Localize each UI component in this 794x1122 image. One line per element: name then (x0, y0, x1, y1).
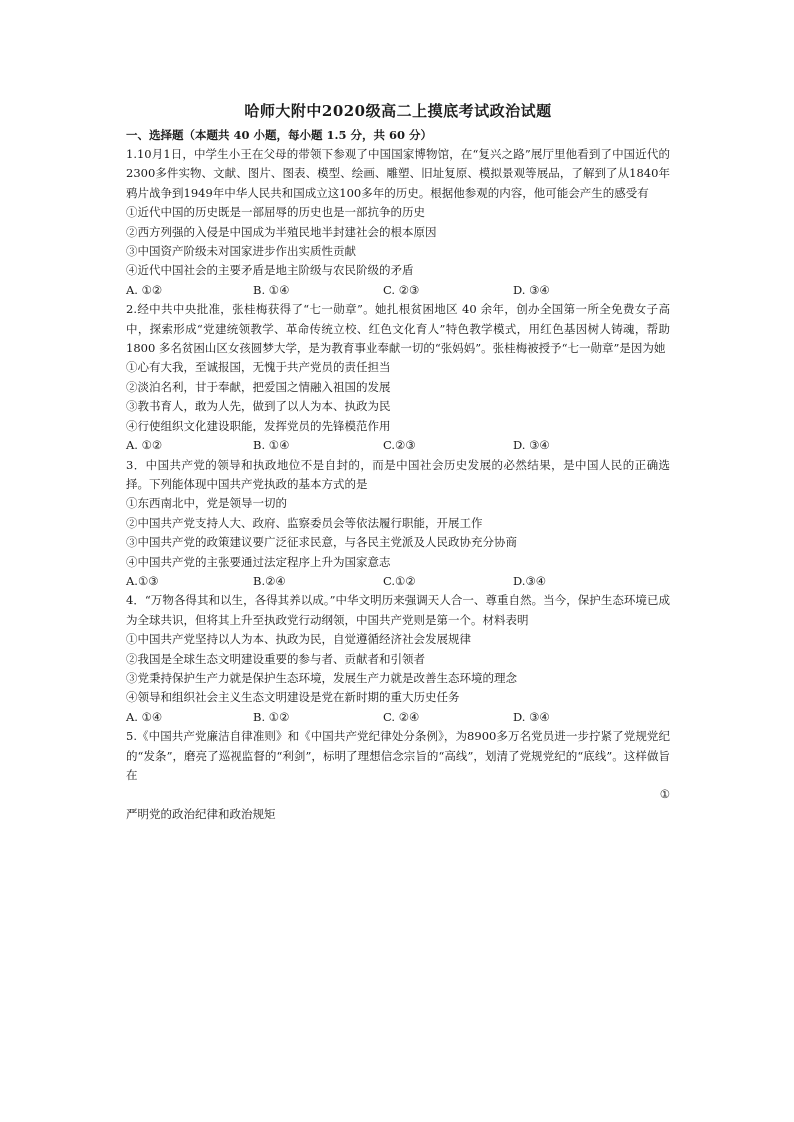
question-option: ③中国共产党的政策建议要广泛征求民意，与各民主党派及人民政协充分协商 (126, 535, 517, 550)
question-option: ④领导和组织社会主义生态文明建设是党在新时期的重大历史任务 (126, 690, 460, 705)
question-stem: 5.《中国共产党廉洁自律准则》和《中国共产党纪律处分条例》，为8900多万名党员进一步拧紧了党规党纪的“发条”，磨亮了巡视监督的“利剑”，标明了理想信念宗旨的“高线”，划清了党规党纪的“底线”。这样做旨在 (126, 729, 670, 782)
question-option: ②我国是全球生态文明建设重要的参与者、贡献者和引领者 (126, 651, 425, 666)
question-3 (126, 456, 670, 592)
choice-a: A. ①② (126, 438, 163, 453)
question-option: ③中国资产阶级未对国家进步作出实质性贡献 (126, 244, 356, 259)
choice-d: D.③④ (513, 573, 547, 588)
question-stem: 3．中国共产党的领导和执政地位不是自封的，而是中国社会历史发展的必然结果，是中国人民的正确选择。下列能体现中国共产党执政的基本方式的是 (126, 457, 670, 491)
choice-b: B. ①④ (253, 282, 290, 297)
choice-d: D. ③④ (513, 282, 550, 297)
choice-c: C. ②③ (383, 282, 420, 297)
choice-a: A.①③ (126, 573, 159, 588)
choice-c: C. ②④ (383, 709, 420, 724)
answer-choices (126, 436, 670, 455)
question-2 (126, 300, 670, 455)
choice-a: A. ①④ (126, 709, 163, 724)
choice-d: D. ③④ (513, 709, 550, 724)
question-option: ①中国共产党坚持以人为本、执政为民，自觉遵循经济社会发展规律 (126, 632, 471, 647)
answer-choices (126, 281, 670, 300)
choice-b: B. ①④ (253, 438, 290, 453)
question-stem: 1.10月1日，中学生小王在父母的带领下参观了中国国家博物馆，在“复兴之路”展厅里他看到了中国近代的2300多件实物、文献、图片、图表、模型、绘画、雕塑、旧址复原、模拟景观等展品，了解到了从1840年鸦片战争到1949年中华人民共和国成立这100多年的历史。根据他参观的内容，他可能会产生的感受有 (126, 147, 670, 200)
question-option: ②西方列强的入侵是中国成为半殖民地半封建社会的根本原因 (126, 224, 437, 239)
question-option: ②中国共产党支持人大、政府、监察委员会等依法履行职能，开展工作 (126, 515, 483, 530)
question-option: ③教书育人，敢为人先，做到了以人为本、执政为民 (126, 399, 391, 414)
option-marker: ① (659, 787, 670, 802)
question-option: ④行使组织文化建设职能，发挥党员的先锋模范作用 (126, 418, 391, 433)
answer-choices (126, 708, 670, 727)
choice-b: B. ①② (253, 709, 290, 724)
question-stem: 4．“万物各得其和以生，各得其养以成。”中华文明历来强调天人合一、尊重自然。当今，保护生态环境已成为全球共识，但将其上升至执政党行动纲领，中国共产党则是第一个。材料表明 (126, 593, 670, 627)
choice-c: C.①② (383, 573, 416, 588)
choice-d: D. ③④ (513, 438, 550, 453)
question-option: 严明党的政治纪律和政治规矩 (126, 806, 276, 821)
section-heading: 一、选择题（本题共 40 小题，每小题 1.5 分，共 60 分） (126, 128, 433, 142)
question-option: ④近代中国社会的主要矛盾是地主阶级与农民阶级的矛盾 (126, 263, 414, 278)
choice-c: C.②③ (383, 438, 416, 453)
choice-b: B.②④ (253, 573, 286, 588)
exam-title: 哈师大附中2020级高二上摸底考试政治试题 (244, 102, 552, 120)
question-option: ①心有大我，至诚报国，无愧于共产党员的责任担当 (126, 360, 391, 375)
question-5 (126, 727, 670, 824)
question-option: ④中国共产党的主张要通过法定程序上升为国家意志 (126, 554, 391, 569)
question-option: ①近代中国的历史既是一部屈辱的历史也是一部抗争的历史 (126, 205, 425, 220)
question-4 (126, 591, 670, 727)
question-1 (126, 145, 670, 300)
choice-a: A. ①② (126, 282, 163, 297)
question-option: ③党秉持保护生产力就是保护生态环境，发展生产力就是改善生态环境的理念 (126, 670, 517, 685)
answer-choices (126, 572, 670, 591)
question-stem: 2.经中共中央批准，张桂梅获得了“七一勋章”。她扎根贫困地区 40 余年，创办全国第一所全免费女子高中，探索形成“党建统领教学、革命传统立校、红色文化育人”特色教学模式，用红色基因树人铸魂，帮助 1800 多名贫困山区女孩圆梦大学，是为教育事业奉献一切的“张妈妈”。张桂梅被授予“七一勋章”是因为她 (126, 302, 670, 356)
exam-content (126, 100, 670, 824)
question-option: ②淡泊名利，甘于奉献，把爱国之情融入祖国的发展 (126, 379, 391, 394)
question-option: ①东西南北中，党是领导一切的 (126, 496, 287, 511)
